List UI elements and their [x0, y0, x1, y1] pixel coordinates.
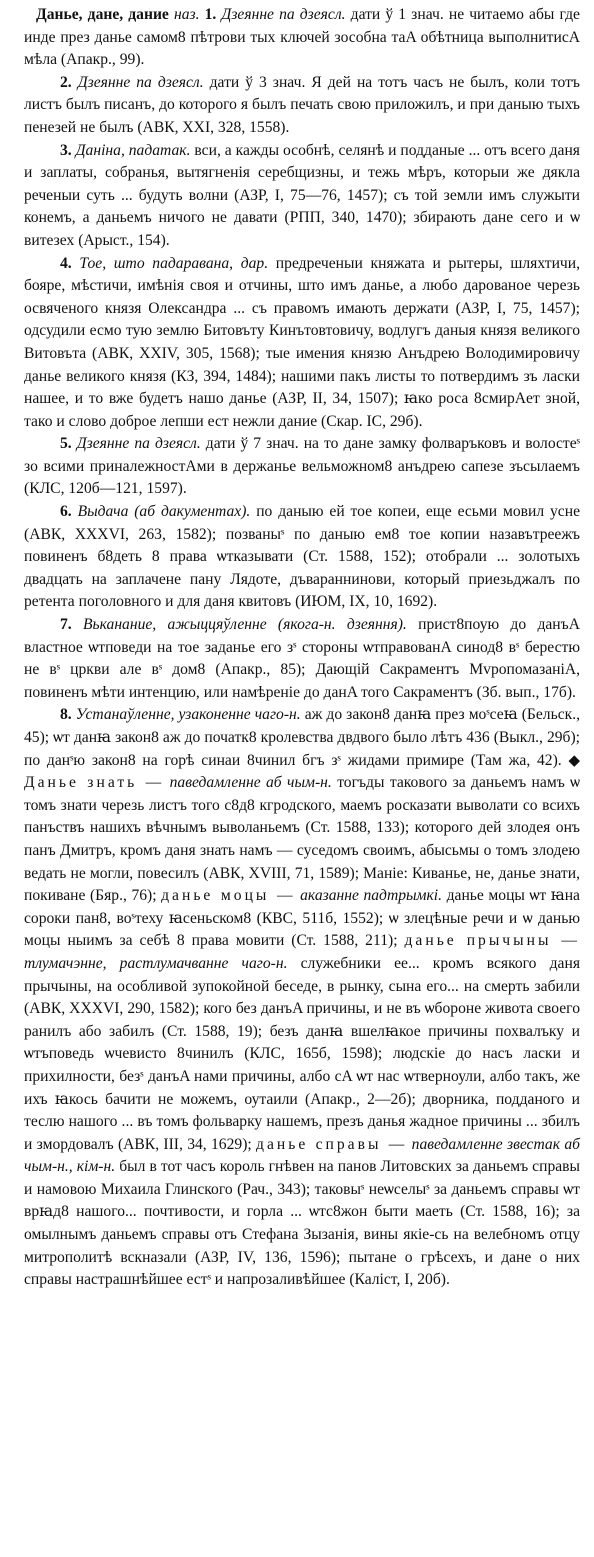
- sense-text: прист8поую до данъA властное ѡтповеди на тое заданье его зˢ стороны ѡтправованA синод8 вˢ берестю не вˢ цркви але вˢ дом8 (Апакр., 85); Дающій Сакраментъ МvропомазаніA, повиненъ мѣти интенцию, или намѣреніе до данA того Сакраментъ (Зб. вып., 17б).: [24, 616, 580, 701]
- sense-1: [24, 4, 580, 72]
- sense-8: [24, 704, 580, 1291]
- sense-number: 8.: [60, 706, 72, 724]
- phrase-text: данье моцы ѡт ꙗна сороки пан8, воˢтеху ꙗсеньском8 (КВС, 511б, 1552); ѡ злецѣные речи и ѡ данью моцы ныимъ за себѣ 8 права мовити (Ст. 1588, 211);: [24, 887, 580, 950]
- phrase-gloss: паведамленне звестак аб чым-н., кім-н.: [24, 1135, 580, 1176]
- sense-gloss: Вьканание, ажыццяўленне (якога-н. дзеяння).: [83, 616, 407, 634]
- part-of-speech: наз.: [173, 6, 200, 23]
- sense-6: [24, 501, 580, 614]
- sense-7: [24, 614, 580, 704]
- sense-text: предреченыи княжата и рытеры, шляхтичи, бояре, мѣстичи, имѣнія своя и отчины, што имъ данье, а любо дарованое черезь освяченого князя Олександра ... съ правомъ имають держати (АЗР, I, 75, 1457); одсудили есмо тую землю Битовъту Кинътовтовичу, водлугъ даныя князя великого Витовъта (АВК, XXIV, 305, 1568); тые имения князю Анъдрею Володимировичу данье великого князя (КЗ, 394, 1484); нашими пакъ листы то потвердимъ зъ ласки нашее, и то вже будетъ нашо данье (АЗР, II, 34, 1507); ꙗко роса 8смирAет зной, тако и слово доброе лепши ест нежли дание (Скар. IС, 29б).: [24, 254, 580, 430]
- sense-3: [24, 140, 580, 253]
- sense-gloss: Дзеянне па дзеясл.: [221, 6, 346, 23]
- sense-text: Я дей на тотъ часъ не былъ, коли тотъ листъ былъ писанъ, до которого я былъ печать свою приложилъ, и при даныю тыхъ пенезей не былъ (АВК, XXI, 328, 1558).: [24, 73, 580, 136]
- sense-number: 6.: [60, 503, 72, 521]
- sense-text: вси, а кажды особнѣ, селянѣ и подданые ... отъ всего даня и заплаты, собранья, вытягненія серебщизны, и тежь мѣръ, которыи же дякла реченыи суть ... будуть волни (АЗР, I, 75—76, 1457); съ той земли имъ служыти конемъ, а даньемъ ничого не давати (РПП, 340, 1470); збирають дане сего и ѡ витезех (Арыст., 154).: [24, 141, 580, 249]
- sense-number: 3.: [60, 141, 72, 159]
- diamond-icon: ◆: [568, 752, 580, 769]
- sense-gloss: Дзеянне па дзеясл.: [76, 435, 201, 453]
- phrase-text: тогъды такового за даньемъ намъ ѡ томъ знати черезь листъ того с8д8 кгродского, маемъ росказати выволати со всихъ панъствъ нашихъ вѣчнымъ выволаньемъ (Ст. 1588, 133); которого дей злодея онъ панъ Дмитръ, кромъ даня знать намъ — суседомъ своимъ, абысьмы о томъ злодею ведать не могли, повесилъ (АВК, XVIII, 71, 1589); Маніе: Киванье, не, данье знати, покиване (Бяр., 76);: [24, 774, 581, 905]
- sense-number: 4.: [60, 254, 72, 272]
- sense-gloss: Выдача (аб дакументах).: [77, 503, 251, 521]
- sense-number: 5.: [60, 435, 72, 453]
- sense-ref: дати ў 3 знач.: [209, 73, 306, 91]
- phrase-heading: данье справы —: [256, 1135, 408, 1153]
- sense-5: [24, 433, 580, 501]
- phrase-gloss: тлумачэнне, растлумачванне чаго-н.: [24, 954, 288, 972]
- sense-4: [24, 253, 580, 434]
- sense-gloss: Тое, што падаравана, дар.: [79, 254, 269, 272]
- phrase-heading: Данье знать —: [24, 774, 165, 792]
- sense-ref: дати ў 7 знач.: [205, 435, 299, 453]
- sense-gloss: Даніна, падатак.: [75, 141, 191, 159]
- phrase-gloss: аказанне падтрымкі.: [300, 887, 443, 905]
- phrase-heading: данье прычыны —: [404, 932, 580, 950]
- phrase-text: был в тот часъ король гнѣвен на панов Литовских за даньемъ справы и намовою Михаила Глинского (Рач., 343); таковыˢ неѡселыˢ за даньемъ справы ѡт врꙗд8 нашого... почтивости, и горла ... ѡтс8жон быти маеть (Ст. 1588, 16); за омылнымъ даньемъ справы отъ Стефана Зызанія, вины якіе-сь на велебномъ отцу митрополитѣ вскназали (АЗР, IV, 136, 1596); пытане о грѣсехъ, и дане о них справы настрашнѣйшее естˢ и напрозаливѣйшее (Каліст, I, 20б).: [24, 1158, 581, 1289]
- dictionary-entry: [24, 4, 580, 1292]
- phrase-gloss: паведамленне аб чым-н.: [169, 774, 332, 792]
- sense-gloss: Устанаўленне, узаконенне чаго-н.: [75, 706, 301, 724]
- phrase-heading: данье моцы —: [161, 887, 296, 905]
- phrase-text: служебники ее... кромъ всякого даня прычыны, на особливой зупокойной беседе, в рынку, сына его... на смерть забили (АВК, XXXVI, 290, 1582); кого без данъA причины, и не въ ѡбороне живота своего ранилъ або забилъ (Ст. 1588, 19); безъ данꙗ вшелꙗкое причины похвалъку и ѡтъповедь ѡчевисто 8чинилъ (КЛС, 165б, 1598); людскіе до насъ ласки и прихилности, безˢ данъA нами причины, албо сA ѡт нас ѡтверноули, албо такъ, же ихъ ꙗкось бачити не можемъ, оутаили (Апакр., 2—2б); дворника, подданого и теслю нашого ... въ томъ фольварку нашемъ, презъ данья жадное причины ... збилъ и змордовалъ (АВК, III, 34, 1629);: [24, 954, 580, 1153]
- sense-number: 2.: [60, 73, 72, 91]
- sense-number: 7.: [60, 616, 72, 634]
- sense-number: 1.: [204, 6, 217, 23]
- sense-text: на то дане замку фолваръковъ и волостеˢ зо всими приналежностAми в держанье вельможном8 анъдрею сапезе зъсылаемъ (КЛС, 120б—121, 1597).: [24, 435, 580, 498]
- sense-ref: дати ў 1 знач.: [350, 6, 444, 23]
- sense-text: по даныю ей тое копеи, еще есьми мовил усне (АВК, XXXVI, 263, 1582); позваныˢ по даныю ем8 тое копии назавътреежъ повиненъ б8деть 8 права ѡтказывати (Ст. 1588, 152); отобрали ... золотыхъ двадцать на заплачене пану Лядоте, дъвараннинови, который приезьджалъ по ретента поголовного и для даня квитовъ (ИЮМ, IX, 10, 1692).: [24, 503, 580, 611]
- sense-text: аж до закон8 данꙗ през моˢсеꙗ (Бельск., 45); ѡт данꙗ закон8 аж до початк8 кролевства двдвого было лѣтъ 436 (Выкл., 29б); по данˢю закон8 на горѣ синаи 8чинил бгъ зˢ жидами примире (Там жа, 42).: [24, 706, 580, 769]
- sense-gloss: Дзеянне па дзеясл.: [77, 73, 204, 91]
- sense-2: [24, 72, 580, 140]
- headword: Данье, дане, дание: [36, 6, 169, 23]
- sense-text: не читаемо абы где инде през данье самом8 пѣтрови тых ключей зособна таA обѣтница выполнитисA мѣла (Апакр., 99).: [24, 6, 580, 69]
